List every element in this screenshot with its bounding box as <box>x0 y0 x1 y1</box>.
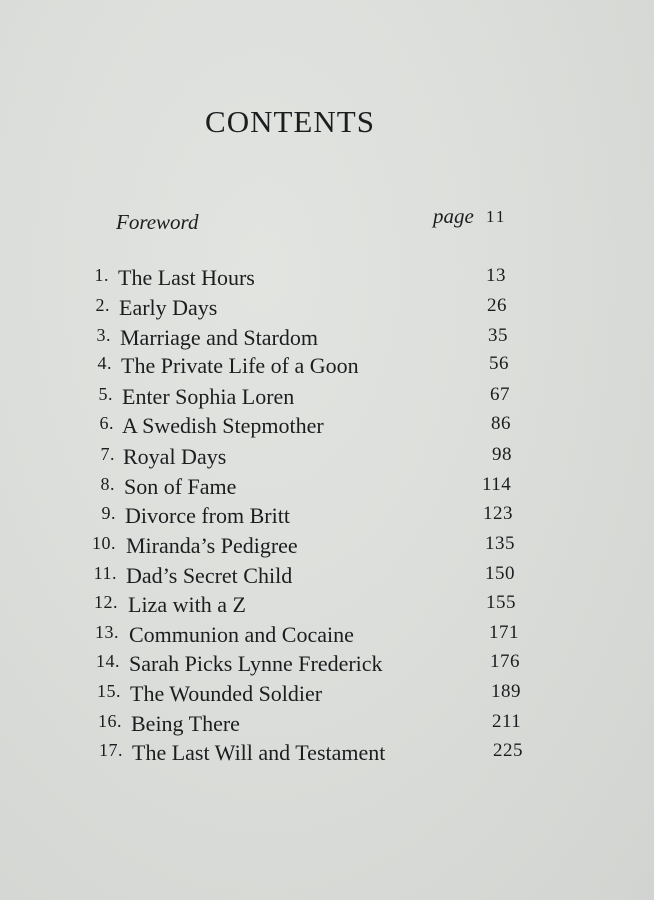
contents-entry <box>0 295 654 325</box>
chapter-page: 13 <box>486 265 506 286</box>
chapter-title: Early Days <box>119 295 218 320</box>
chapter-title: The Private Life of a Goon <box>121 353 359 378</box>
chapter-number: 15. <box>97 681 121 701</box>
chapter-page: 225 <box>493 740 523 761</box>
contents-entry <box>0 592 654 622</box>
chapter-number: 6. <box>99 413 114 433</box>
chapter-page: 176 <box>490 651 520 672</box>
chapter-page: 56 <box>489 353 509 374</box>
chapter-number: 12. <box>94 592 118 612</box>
chapter-title: Communion and Cocaine <box>129 622 354 647</box>
chapter-number: 13. <box>95 622 119 642</box>
contents-entry <box>0 325 654 355</box>
contents-entry <box>0 353 654 383</box>
chapter-page: 98 <box>492 444 512 465</box>
chapter-title: A Swedish Stepmother <box>122 413 324 438</box>
chapter-page: 114 <box>482 474 512 495</box>
contents-entry <box>0 740 654 770</box>
chapter-number: 8. <box>100 474 115 494</box>
chapter-page: 86 <box>491 413 511 434</box>
chapter-number: 14. <box>96 651 120 671</box>
chapter-page: 26 <box>487 295 507 316</box>
contents-entry <box>0 533 654 563</box>
chapter-title: Sarah Picks Lynne Frederick <box>129 651 383 676</box>
chapter-number: 7. <box>100 444 115 464</box>
chapter-title: Marriage and Stardom <box>120 325 318 350</box>
chapter-number: 9. <box>101 503 116 523</box>
contents-entry <box>0 474 654 504</box>
chapter-number: 3. <box>96 325 111 345</box>
chapter-number: 17. <box>99 740 123 760</box>
contents-entry <box>0 265 654 295</box>
chapter-title: Miranda’s Pedigree <box>126 533 298 558</box>
contents-entry <box>0 413 654 443</box>
chapter-title: Son of Fame <box>124 474 237 499</box>
chapter-page: 150 <box>485 563 515 584</box>
chapter-number: 11. <box>93 563 117 583</box>
chapter-page: 171 <box>489 622 519 643</box>
chapter-title: The Wounded Soldier <box>130 681 323 706</box>
foreword-page-number: 11 <box>486 207 507 226</box>
contents-entry <box>0 563 654 593</box>
chapter-title: Enter Sophia Loren <box>122 384 295 409</box>
chapter-number: 10. <box>92 533 116 553</box>
contents-entry <box>0 384 654 414</box>
page-word-label: page <box>433 204 474 228</box>
contents-entry <box>0 681 654 711</box>
chapter-title: Divorce from Britt <box>125 503 290 528</box>
chapter-number: 16. <box>98 711 122 731</box>
chapter-page: 123 <box>483 503 513 524</box>
chapter-title: Being There <box>131 711 240 736</box>
chapter-page: 67 <box>490 384 510 405</box>
chapter-title: The Last Will and Testament <box>132 740 386 765</box>
chapter-number: 4. <box>97 353 112 373</box>
foreword-label: Foreword <box>116 210 199 234</box>
contents-entry <box>0 651 654 681</box>
chapter-title: Dad’s Secret Child <box>126 563 293 588</box>
chapter-page: 189 <box>491 681 521 702</box>
contents-entry <box>0 622 654 652</box>
contents-entry <box>0 711 654 741</box>
chapter-page: 211 <box>492 711 522 732</box>
chapter-title: Royal Days <box>123 444 227 469</box>
chapter-page: 35 <box>488 325 508 346</box>
chapter-title: The Last Hours <box>118 265 255 290</box>
chapter-page: 155 <box>486 592 516 613</box>
contents-entry <box>0 444 654 474</box>
page-title: CONTENTS <box>205 104 375 139</box>
chapter-page: 135 <box>485 533 515 554</box>
chapter-title: Liza with a Z <box>128 592 246 617</box>
chapter-number: 2. <box>95 295 110 315</box>
chapter-number: 5. <box>98 384 113 404</box>
chapter-number: 1. <box>94 265 109 285</box>
contents-entry <box>0 503 654 533</box>
